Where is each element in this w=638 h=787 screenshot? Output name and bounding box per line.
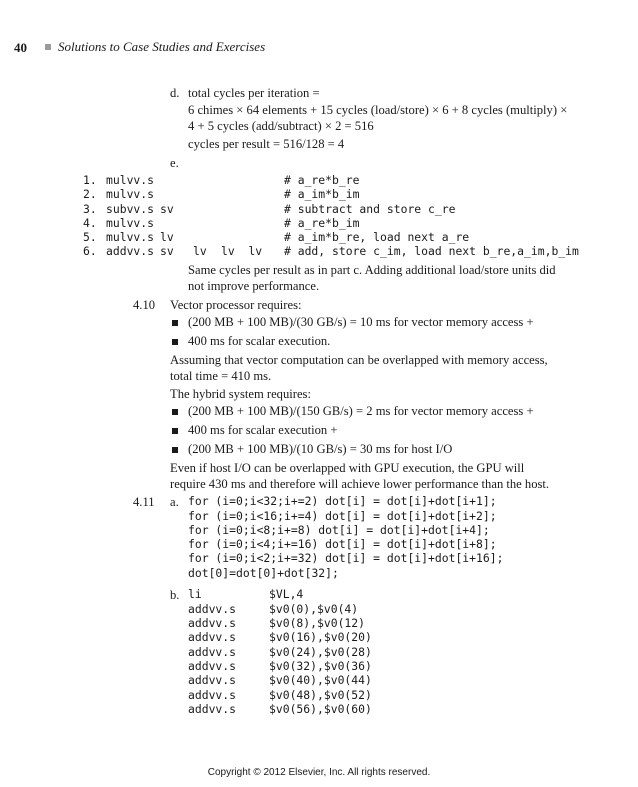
code-op: addvv.s	[188, 616, 237, 630]
page-number: 40	[14, 40, 27, 55]
code-args: $VL,4	[269, 587, 304, 601]
exercise-number: 4.10	[133, 298, 156, 312]
ex-4-10-hybrid-intro: The hybrid system requires:	[170, 387, 311, 401]
ex-4-11-a-label: a.	[170, 495, 179, 509]
code-line-num: 3.	[83, 202, 97, 216]
bullet-icon	[172, 409, 178, 415]
code-line: for (i=0;i<16;i+=4) dot[i] = dot[i]+dot[i+2];	[188, 509, 497, 523]
code-args: $v0(40),$v0(44)	[269, 673, 372, 687]
ex-4-10-vector-bullet: (200 MB + 100 MB)/(30 GB/s) = 10 ms for vector memory access +	[188, 315, 534, 329]
part-d-label: d.	[170, 86, 180, 100]
code-line-num: 4.	[83, 216, 97, 230]
code-line-comment: # a_im*b_im	[284, 187, 360, 201]
ex-4-10-hybrid-bullet: (200 MB + 100 MB)/(10 GB/s) = 30 ms for host I/O	[188, 442, 453, 456]
bullet-icon	[172, 428, 178, 434]
code-op: addvv.s	[188, 673, 237, 687]
code-args: $v0(32),$v0(36)	[269, 659, 372, 673]
bullet-icon	[172, 320, 178, 326]
code-line-num: 6.	[83, 244, 97, 258]
code-args: $v0(24),$v0(28)	[269, 645, 372, 659]
code-line-comment: # a_im*b_re, load next a_re	[284, 230, 470, 244]
part-d-line4: cycles per result = 516/128 = 4	[188, 137, 345, 151]
part-e-note: Same cycles per result as in part c. Adding additional load/store units did not improve performance.	[188, 263, 556, 293]
exercise-number: 4.11	[133, 495, 155, 509]
running-title: Solutions to Case Studies and Exercises	[58, 39, 266, 54]
code-line-op: mulvv.s	[106, 216, 155, 230]
code-line-op: subvv.s	[106, 202, 155, 216]
part-e-label: e.	[170, 156, 179, 170]
code-line-op: mulvv.s	[106, 230, 155, 244]
code-line: for (i=0;i<4;i+=16) dot[i] = dot[i]+dot[i+8];	[188, 537, 497, 551]
code-op: addvv.s	[188, 688, 237, 702]
bullet-icon	[172, 339, 178, 345]
code-op: addvv.s	[188, 645, 237, 659]
code-line-comment: # add, store c_im, load next b_re,a_im,b_im	[284, 244, 579, 258]
code-line-num: 1.	[83, 173, 97, 187]
ex-4-10-assumption: Assuming that vector computation can be overlapped with memory access, total time = 410 ms.	[170, 353, 548, 383]
copyright-footer: Copyright © 2012 Elsevier, Inc. All rights reserved.	[207, 767, 431, 778]
code-line: for (i=0;i<2;i+=32) dot[i] = dot[i]+dot[i+16];	[188, 551, 504, 565]
code-op: li	[188, 587, 202, 601]
ex-4-10-intro: Vector processor requires:	[170, 298, 302, 312]
header-separator-square	[45, 44, 51, 50]
code-args: $v0(8),$v0(12)	[269, 616, 366, 630]
bullet-icon	[172, 447, 178, 453]
code-args: $v0(48),$v0(52)	[269, 688, 372, 702]
ex-4-10-hybrid-bullet: 400 ms for scalar execution +	[188, 423, 338, 437]
ex-4-11-b-label: b.	[170, 588, 180, 602]
code-line-comment: # a_re*b_im	[284, 216, 360, 230]
code-line-op: addvv.s	[106, 244, 155, 258]
code-line-unit-a: lv	[160, 230, 174, 244]
part-d-line1: total cycles per iteration =	[188, 86, 320, 100]
code-line: for (i=0;i<8;i+=8) dot[i] = dot[i]+dot[i+4];	[188, 523, 490, 537]
code-line-unit-c: lv lv	[221, 244, 263, 258]
code-args: $v0(16),$v0(20)	[269, 630, 372, 644]
ex-4-10-hybrid-bullet: (200 MB + 100 MB)/(150 GB/s) = 2 ms for vector memory access +	[188, 404, 534, 418]
code-line-num: 2.	[83, 187, 97, 201]
code-line-comment: # a_re*b_re	[284, 173, 360, 187]
code-op: addvv.s	[188, 702, 237, 716]
code-line-unit-a: sv	[160, 244, 174, 258]
code-args: $v0(0),$v0(4)	[269, 602, 359, 616]
code-args: $v0(56),$v0(60)	[269, 702, 372, 716]
part-d-line2: 6 chimes × 64 elements + 15 cycles (load/store) × 6 + 8 cycles (multiply) ×	[188, 103, 568, 117]
code-line-op: mulvv.s	[106, 187, 155, 201]
code-op: addvv.s	[188, 630, 237, 644]
code-line-unit-b: lv	[193, 244, 207, 258]
ex-4-10-vector-bullet: 400 ms for scalar execution.	[188, 334, 331, 348]
ex-4-10-conclusion: Even if host I/O can be overlapped with GPU execution, the GPU will require 430 ms and therefore will achieve lower performance than the host.	[170, 461, 550, 491]
code-line-op: mulvv.s	[106, 173, 155, 187]
code-op: addvv.s	[188, 659, 237, 673]
code-line: dot[0]=dot[0]+dot[32];	[188, 566, 339, 580]
part-d-line3: 4 + 5 cycles (add/subtract) × 2 = 516	[188, 119, 374, 133]
code-op: addvv.s	[188, 602, 237, 616]
code-line: for (i=0;i<32;i+=2) dot[i] = dot[i]+dot[i+1];	[188, 494, 497, 508]
code-line-unit-a: sv	[160, 202, 174, 216]
code-line-num: 5.	[83, 230, 97, 244]
code-line-comment: # subtract and store c_re	[284, 202, 456, 216]
